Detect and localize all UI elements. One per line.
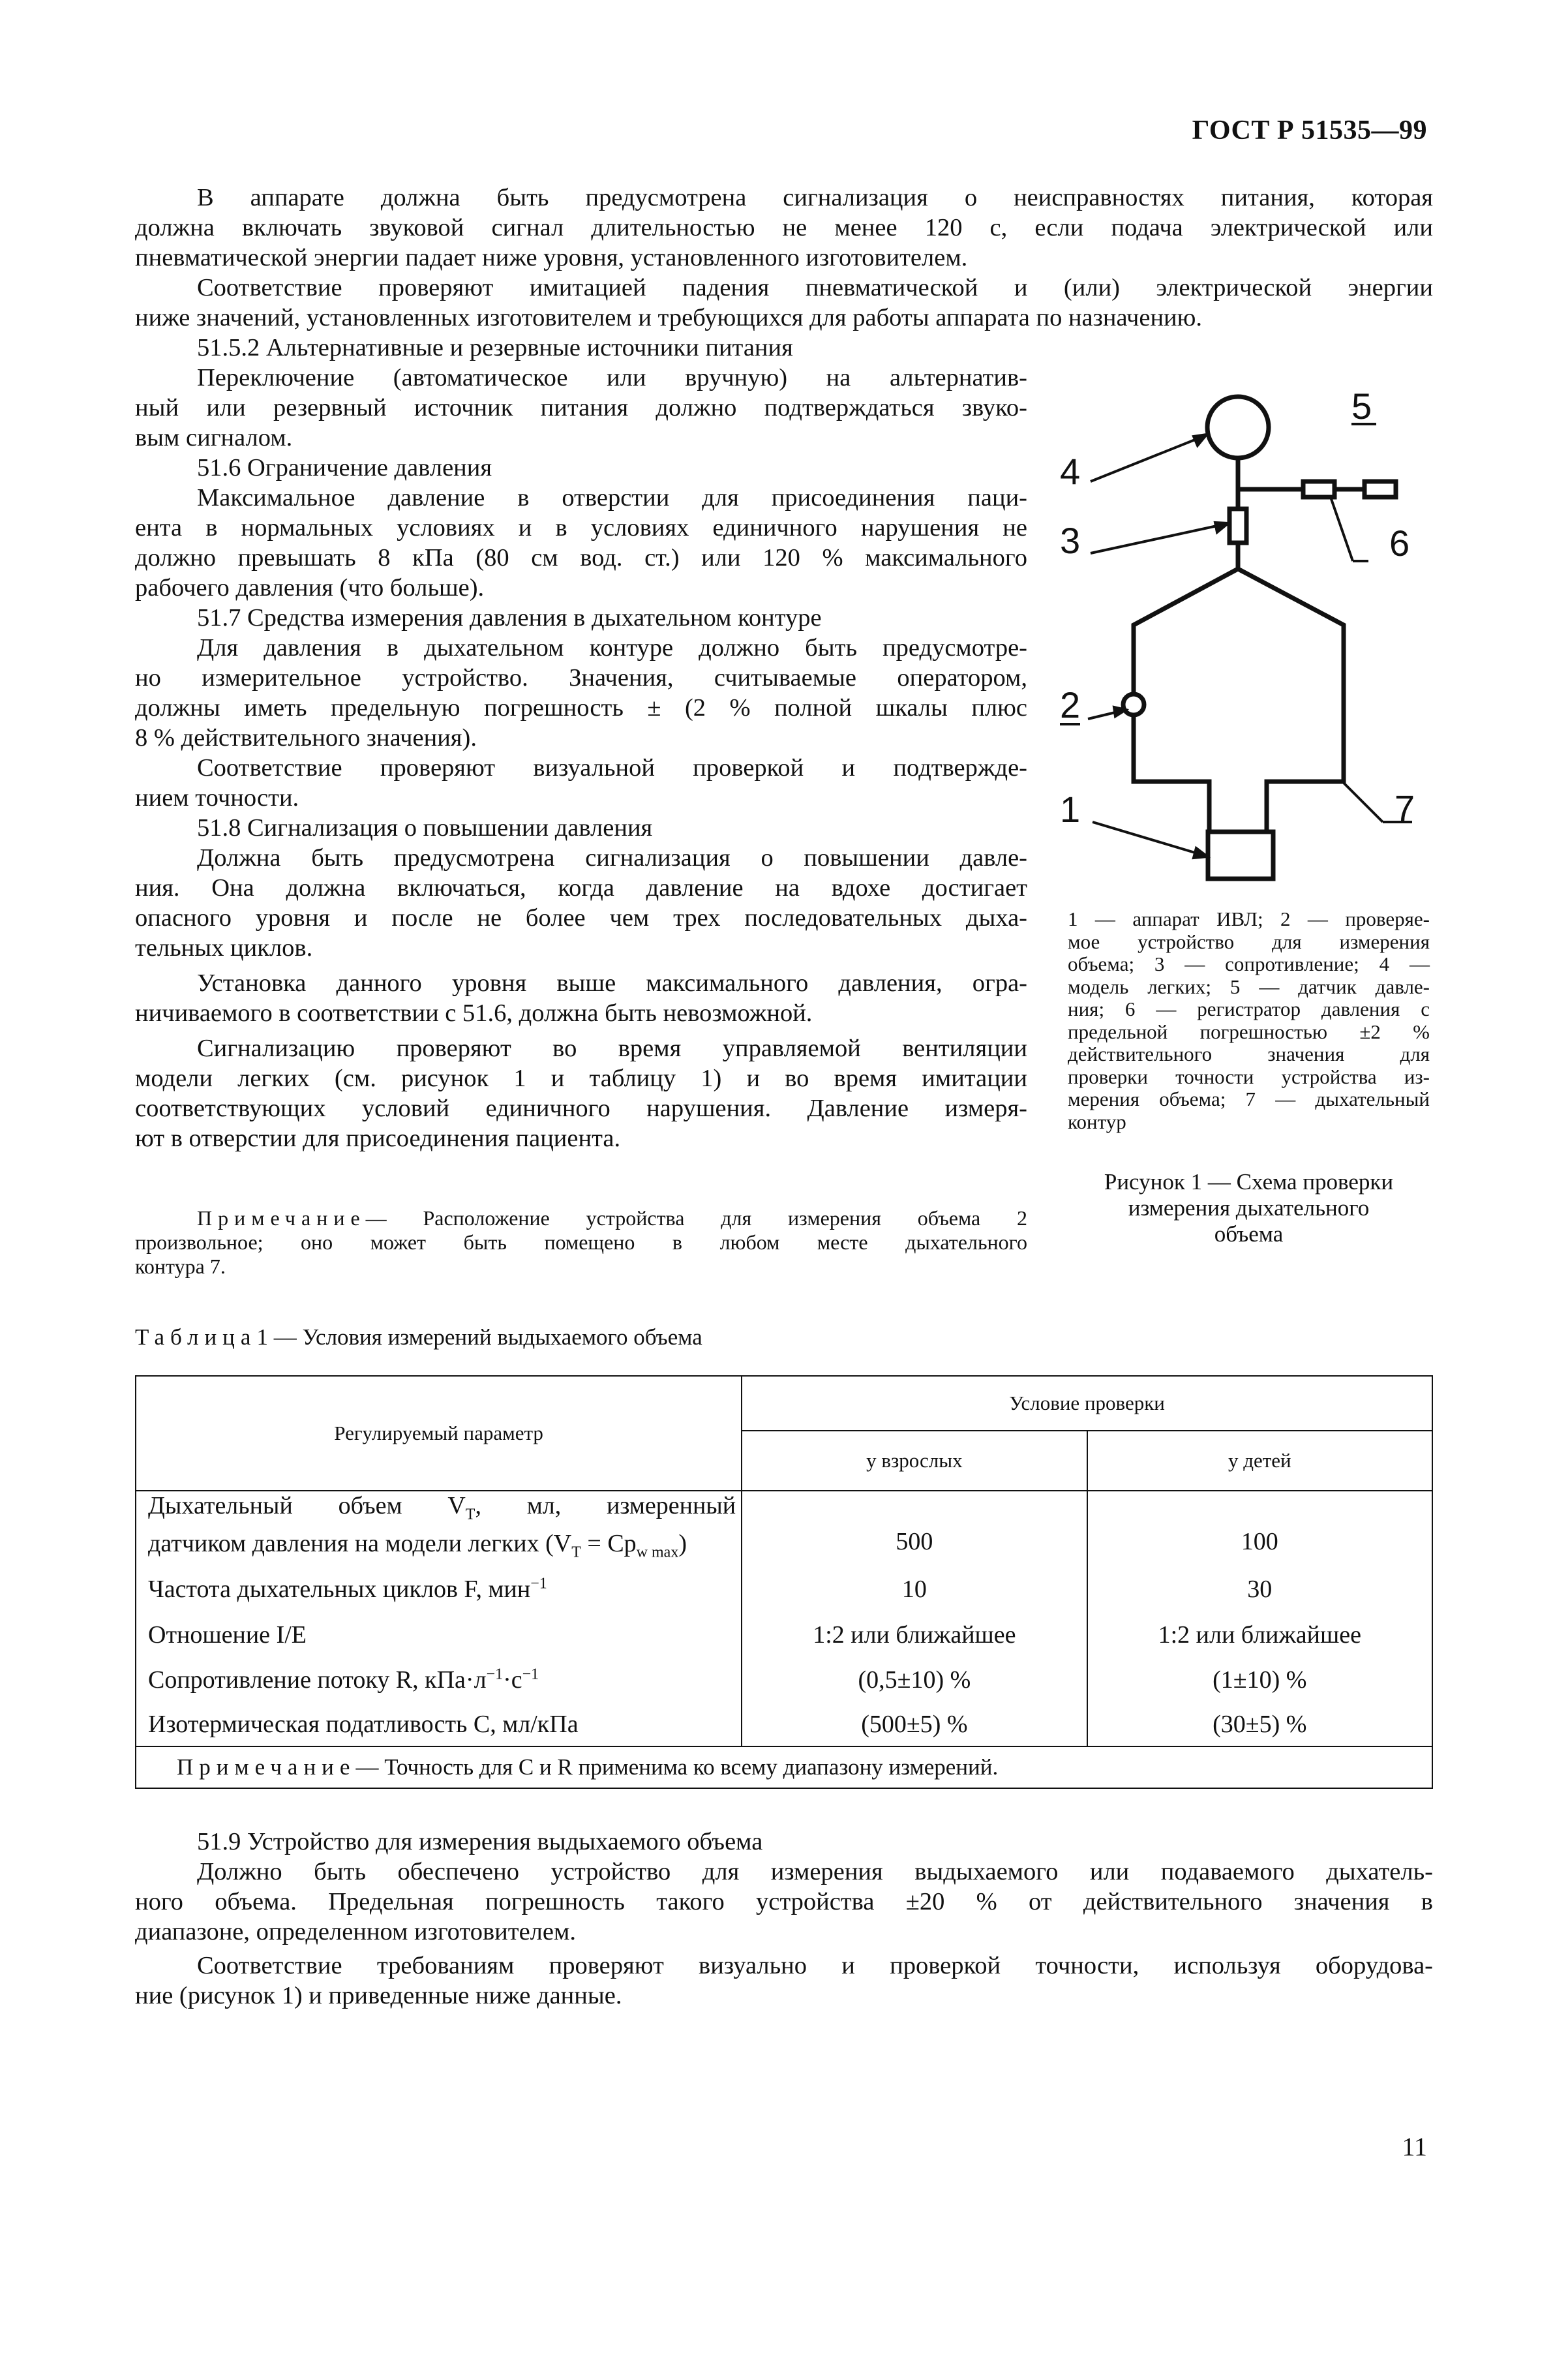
row-param: Изотермическая податливость C, мл/кПа bbox=[136, 1702, 742, 1746]
figure-1-diagram bbox=[1057, 385, 1448, 900]
legend-line: действительного значения для bbox=[1068, 1043, 1430, 1065]
note-text: контура 7. bbox=[135, 1255, 226, 1278]
header-param: Регулируемый параметр bbox=[136, 1376, 742, 1491]
text-line: 8 % действительного значения). bbox=[135, 724, 477, 752]
table-1 bbox=[135, 1375, 1433, 1789]
text-line: Соответствие проверяют визуальной проверкой и подтвержде- bbox=[197, 754, 1027, 782]
note-label: Примечание bbox=[197, 1206, 366, 1230]
header-children: у детей bbox=[1087, 1431, 1432, 1491]
text-line: В аппарате должна быть предусмотрена сигнализация о неисправностях питания, которая bbox=[197, 184, 1433, 211]
resistance-box bbox=[1229, 509, 1246, 543]
table-title-text: 1 — Условия измерений выдыхаемого объема bbox=[256, 1324, 702, 1350]
text-line: модели легких (см. рисунок 1 и таблицу 1) и во время имитации bbox=[135, 1065, 1027, 1092]
text-line: диапазоне, определенном изготовителем. bbox=[135, 1918, 576, 1945]
marker-4: 4 bbox=[1060, 451, 1081, 492]
text-line: ниже значений, установленных изготовителем и требующихся для работы аппарата по назначению. bbox=[135, 304, 1203, 331]
cell-children: 1:2 или ближайшее bbox=[1087, 1612, 1432, 1658]
text-line: ный или резервный источник питания должно подтверждаться звуко- bbox=[135, 394, 1027, 421]
cell-children: (1±10) % bbox=[1087, 1658, 1432, 1702]
legend-line: мерения объема; 7 — дыхательный bbox=[1068, 1088, 1430, 1110]
text-line: должно превышать 8 кПа (80 см вод. ст.) или 120 % максимального bbox=[135, 544, 1027, 571]
text-line: ничиваемого в соответствии с 51.6, должна быть невозможной. bbox=[135, 999, 813, 1027]
caption-line: измерения дыхательного bbox=[1128, 1195, 1370, 1221]
cell-adults: 10 bbox=[742, 1566, 1087, 1612]
text-line: нием точности. bbox=[135, 784, 299, 812]
cell-adults: 1:2 или ближайшее bbox=[742, 1612, 1087, 1658]
cell-adults: (500±5) % bbox=[742, 1702, 1087, 1746]
section-heading: 51.7 Средства измерения давления в дыхательном контуре bbox=[197, 604, 822, 632]
marker-7: 7 bbox=[1395, 787, 1415, 829]
marker-2: 2 bbox=[1060, 684, 1081, 725]
marker-3: 3 bbox=[1060, 520, 1081, 561]
section-heading: 51.9 Устройство для измерения выдыхаемого объема bbox=[197, 1828, 763, 1855]
row-param: Отношение I/E bbox=[136, 1612, 742, 1658]
legend-line: объема; 3 — сопротивление; 4 — bbox=[1068, 952, 1430, 975]
table-title bbox=[135, 1324, 702, 1350]
table-row bbox=[136, 1566, 1432, 1612]
intro-paragraph-1 bbox=[135, 183, 1433, 273]
header-adults: у взрослых bbox=[742, 1431, 1087, 1491]
text-line: ния. Она должна включаться, когда давление на вдохе достигает bbox=[135, 874, 1027, 902]
text-line: но измерительное устройство. Значения, считываемые оператором, bbox=[135, 664, 1027, 692]
figure-legend bbox=[1068, 908, 1430, 1133]
text-line: Соответствие требованиям проверяют визуально и проверкой точности, используя оборудова- bbox=[197, 1952, 1433, 1979]
row-param: Сопротивление потоку R, $кПа\cdot л^{-1}\cdot с^{-1}$ bbox=[136, 1658, 742, 1702]
text-line: Должна быть предусмотрена сигнализация о повышении давле- bbox=[197, 844, 1027, 872]
text-line: должна включать звуковой сигнал длительностью не менее 120 с, если подача электрической или bbox=[135, 214, 1433, 241]
table-note-label: Примечание bbox=[177, 1754, 356, 1780]
table-row bbox=[136, 1612, 1432, 1658]
row-param: Дыхательный объем $V_Т$, мл, измеренный датчиком давления на модели легких $(V_Т = Cp_{w max})$ bbox=[136, 1491, 742, 1566]
note-text: — Расположение устройства для измерения объема 2 bbox=[365, 1206, 1027, 1230]
text-line: должны иметь предельную погрешность ± (2 % полной шкалы плюс bbox=[135, 694, 1027, 722]
intro-paragraph-2 bbox=[135, 273, 1433, 333]
ventilator-box bbox=[1208, 832, 1273, 879]
note-text: произвольное; оно может быть помещено в любом месте дыхательного bbox=[135, 1230, 1027, 1254]
legend-line: мое устройство для измерения bbox=[1068, 930, 1430, 953]
text-line: Максимальное давление в отверстии для присоединения паци- bbox=[197, 484, 1027, 511]
marker-6: 6 bbox=[1389, 523, 1410, 564]
legend-line: ния; 6 — регистратор давления с bbox=[1068, 998, 1430, 1020]
text-line: пневматической энергии падает ниже уровня, установленного изготовителем. bbox=[135, 244, 968, 271]
cell-children: 100 bbox=[1087, 1491, 1432, 1566]
header-condition: Условие проверки bbox=[742, 1376, 1432, 1431]
pressure-recorder-box bbox=[1364, 481, 1396, 497]
row-param: Частота дыхательных циклов F, мин$^{-1}$ bbox=[136, 1566, 742, 1612]
lung-model-circle bbox=[1207, 397, 1269, 458]
legend-line: предельной погрешностью ±2 % bbox=[1068, 1020, 1430, 1043]
table-row bbox=[136, 1491, 1432, 1566]
table-note-text: — Точность для C и R применима ко всему диапазону измерений. bbox=[355, 1754, 999, 1780]
breathing-circuit bbox=[1134, 569, 1238, 832]
text-line: Сигнализацию проверяют во время управляемой вентиляции bbox=[197, 1035, 1027, 1062]
section-heading: 51.6 Ограничение давления bbox=[197, 454, 492, 481]
legend-line: контур bbox=[1068, 1110, 1126, 1133]
text-line: Установка данного уровня выше максимального давления, огра- bbox=[197, 969, 1027, 997]
text-line: Переключение (автоматическое или вручную) на альтернатив- bbox=[197, 364, 1027, 391]
text-line: соответствующих условий единичного нарушения. Давление измеря- bbox=[135, 1095, 1027, 1122]
cell-adults: 500 bbox=[742, 1491, 1087, 1566]
text-line: вым сигналом. bbox=[135, 424, 293, 451]
left-column bbox=[135, 333, 1027, 1153]
caption-line: объема bbox=[1214, 1221, 1284, 1247]
document-id: ГОСТ Р 51535—99 bbox=[1192, 115, 1427, 145]
marker-1: 1 bbox=[1060, 789, 1081, 830]
marker-5: 5 bbox=[1351, 386, 1372, 427]
text-line: ют в отверстии для присоединения пациента. bbox=[135, 1125, 621, 1152]
table-note-row bbox=[136, 1746, 1432, 1788]
section-heading: 51.5.2 Альтернативные и резервные источники питания bbox=[197, 334, 793, 361]
legend-line: 1 — аппарат ИВЛ; 2 — проверяе- bbox=[1068, 907, 1430, 930]
breathing-circuit bbox=[1238, 569, 1344, 832]
table-title-label: Таблица bbox=[135, 1324, 257, 1350]
cell-adults: (0,5±10) % bbox=[742, 1658, 1087, 1702]
page-number: 11 bbox=[1402, 2132, 1427, 2161]
caption-line: Рисунок 1 — Схема проверки bbox=[1104, 1169, 1394, 1195]
pressure-sensor-box bbox=[1303, 481, 1334, 497]
section-51-9 bbox=[135, 1827, 1433, 2011]
text-line: Должно быть обеспечено устройство для измерения выдыхаемого или подаваемого дыхатель- bbox=[197, 1858, 1433, 1885]
cell-children: (30±5) % bbox=[1087, 1702, 1432, 1746]
text-line: тельных циклов. bbox=[135, 934, 313, 962]
table-row bbox=[136, 1702, 1432, 1746]
note bbox=[135, 1206, 1027, 1279]
cell-children: 30 bbox=[1087, 1566, 1432, 1612]
legend-line: модель легких; 5 — датчик давле- bbox=[1068, 975, 1430, 998]
text-line: рабочего давления (что больше). bbox=[135, 574, 485, 602]
legend-line: проверки точности устройства из- bbox=[1068, 1065, 1430, 1088]
section-heading: 51.8 Сигнализация о повышении давления bbox=[197, 814, 653, 842]
text-line: ние (рисунок 1) и приведенные ниже данные. bbox=[135, 1982, 622, 2009]
figure-caption bbox=[1068, 1169, 1430, 1247]
volume-device-circle bbox=[1123, 694, 1144, 715]
table-row bbox=[136, 1658, 1432, 1702]
text-line: ного объема. Предельная погрешность такого устройства ±20 % от действительного значения в bbox=[135, 1888, 1433, 1915]
text-line: Для давления в дыхательном контуре должно быть предусмотре- bbox=[197, 634, 1027, 662]
text-line: опасного уровня и после не более чем трех последовательных дыха- bbox=[135, 904, 1027, 932]
text-line: Соответствие проверяют имитацией падения пневматической и (или) электрической энергии bbox=[197, 274, 1433, 301]
text-line: ента в нормальных условиях и в условиях единичного нарушения не bbox=[135, 514, 1027, 541]
table-note bbox=[136, 1746, 1432, 1788]
